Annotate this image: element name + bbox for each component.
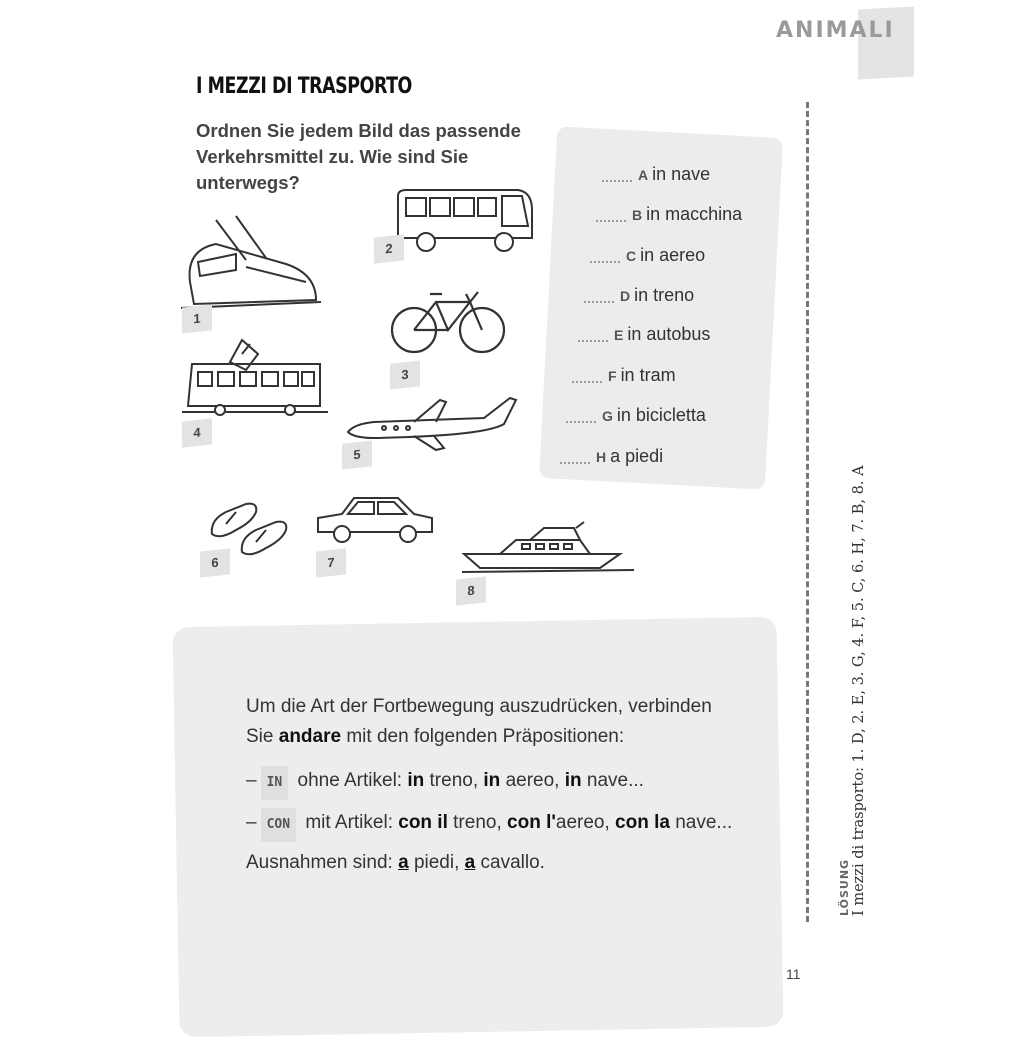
option-item: D in treno <box>584 285 694 306</box>
option-item: B in macchina <box>596 204 742 225</box>
car-icon <box>314 490 436 546</box>
train-icon <box>176 212 326 312</box>
answer-blank[interactable] <box>572 381 602 383</box>
picture-number: 7 <box>316 548 346 577</box>
answer-blank[interactable] <box>590 261 620 263</box>
page-number: 11 <box>786 966 801 982</box>
exercise-instruction: Ordnen Sie jedem Bild das passende Verkehrsmittel zu. Wie sind Sie unterwegs? <box>196 120 521 193</box>
grammar-rule-in: – IN ohne Artikel: in treno, in aereo, in nave... <box>246 766 644 800</box>
answer-blank[interactable] <box>602 180 632 182</box>
bus-icon <box>392 186 538 256</box>
option-item: C in aereo <box>590 245 705 266</box>
bicycle-icon <box>390 282 506 358</box>
exercise-title: I MEZZI DI TRASPORTO <box>196 74 412 99</box>
solution-text <box>838 465 867 916</box>
picture-number: 2 <box>374 234 404 263</box>
grammar-intro: Um die Art der Fortbewegung auszudrücken, verbinden Sie andare mit den folgenden Präpositionen: <box>246 696 712 747</box>
answer-blank[interactable] <box>584 301 614 303</box>
picture-number: 8 <box>456 576 486 605</box>
section-label: ANIMALI <box>776 18 895 43</box>
option-item: F in tram <box>572 365 676 386</box>
answer-blank[interactable] <box>596 220 626 222</box>
option-item: A in nave <box>602 164 710 185</box>
picture-number: 1 <box>182 304 212 333</box>
preposition-chip: IN <box>261 766 289 800</box>
solution-divider <box>806 102 809 922</box>
solution-answers: I mezzi di trasporto: 1. D, 2. E, 3. G, 4. F, 5. C, 6. H, 7. B, 8. A <box>851 465 867 916</box>
tram-icon <box>180 334 330 420</box>
picture-number: 6 <box>200 548 230 577</box>
grammar-exceptions: Ausnahmen sind: a piedi, a cavallo. <box>246 852 545 873</box>
preposition-chip: CON <box>261 808 296 842</box>
option-item: E in autobus <box>578 324 710 345</box>
picture-number: 4 <box>182 418 212 447</box>
answer-blank[interactable] <box>578 340 608 342</box>
option-item: H a piedi <box>560 446 663 467</box>
solution-heading: LÖSUNG <box>838 858 851 916</box>
option-item: G in bicicletta <box>566 405 706 426</box>
picture-number: 5 <box>342 440 372 469</box>
answer-blank[interactable] <box>560 462 590 464</box>
picture-number: 3 <box>390 360 420 389</box>
grammar-rule-con: – CON mit Artikel: con il treno, con l'aereo, con la nave... <box>246 808 732 842</box>
ship-icon <box>460 520 636 574</box>
answer-blank[interactable] <box>566 421 596 423</box>
